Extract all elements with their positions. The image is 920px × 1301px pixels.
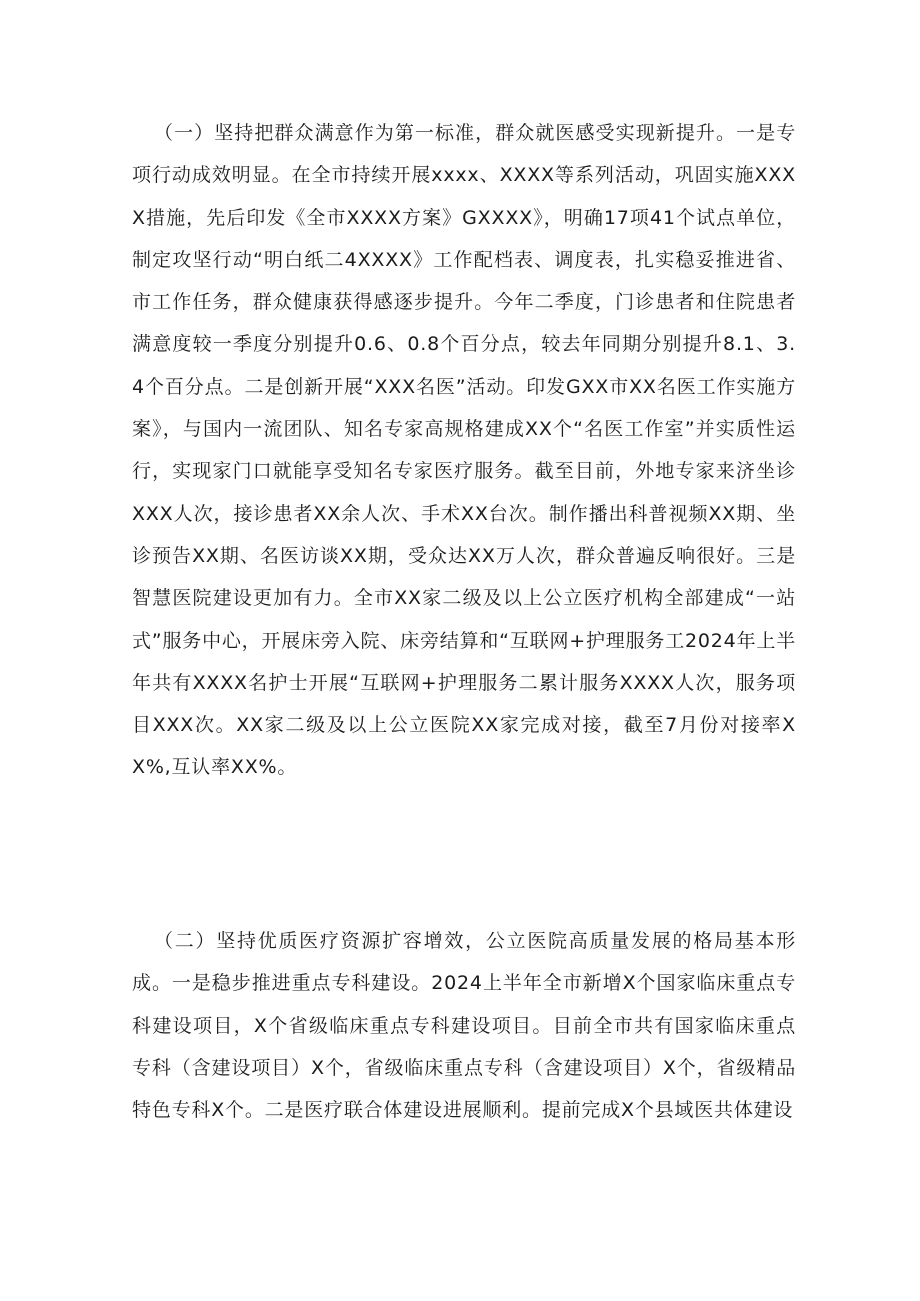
paragraph-section-two: （二）坚持优质医疗资源扩容增效，公立医院高质量发展的格局基本形成。一是稳步推进重点专科建设。2024上半年全市新增X个国家临床重点专科建设项目，X个省级临床重点专科建设项目。目前全市共有国家临床重点专科（含建设项目）X个，省级临床重点专科（含建设项目）X个，省级精品特色专科X个。二是医疗联合体建设进展顺利。提前完成X个县域医共体建设 — [132, 930, 796, 1122]
paragraph-section-one: （一）坚持把群众满意作为第一标准，群众就医感受实现新提升。一是专项行动成效明显。在全市持续开展xxxx、XXXX等系列活动，巩固实施XXXX措施，先后印发《全市XXXX方案》GXXXX》，明确17项41个试点单位，制定攻坚行动“明白纸二4XXXX》工作配档表、调度表，扎实稳妥推进省、市工作任务，群众健康获得感逐步提升。今年二季度，门诊患者和住院患者满意度较一季度分别提升0.6、0.8个百分点，较去年同期分别提升8.1、3.4个百分点。二是创新开展“XXX名医”活动。印发GXX市XX名医工作实施方案》，与国内一流团队、知名专家高规格建成XX个“名医工作室”并实质性运行，实现家门口就能享受知名专家医疗服务。截至目前，外地专家来济坐诊XXX人次，接诊患者XX余人次、手术XX台次。制作播出科普视频XX期、坐诊预告XX期、名医访谈XX期，受众达XX万人次，群众普遍反响很好。三是智慧医院建设更加有力。全市XX家二级及以上公立医疗机构全部建成“一站式”服务中心，开展床旁入院、床旁结算和“互联网+护理服务工2024年上半年共有XXXX名护士开展“互联网+护理服务二累计服务XXXX人次，服务项目XXX次。XX家二级及以上公立医院XX家完成对接，截至7月份对接率XX%,互认率XX%。 — [132, 122, 796, 779]
